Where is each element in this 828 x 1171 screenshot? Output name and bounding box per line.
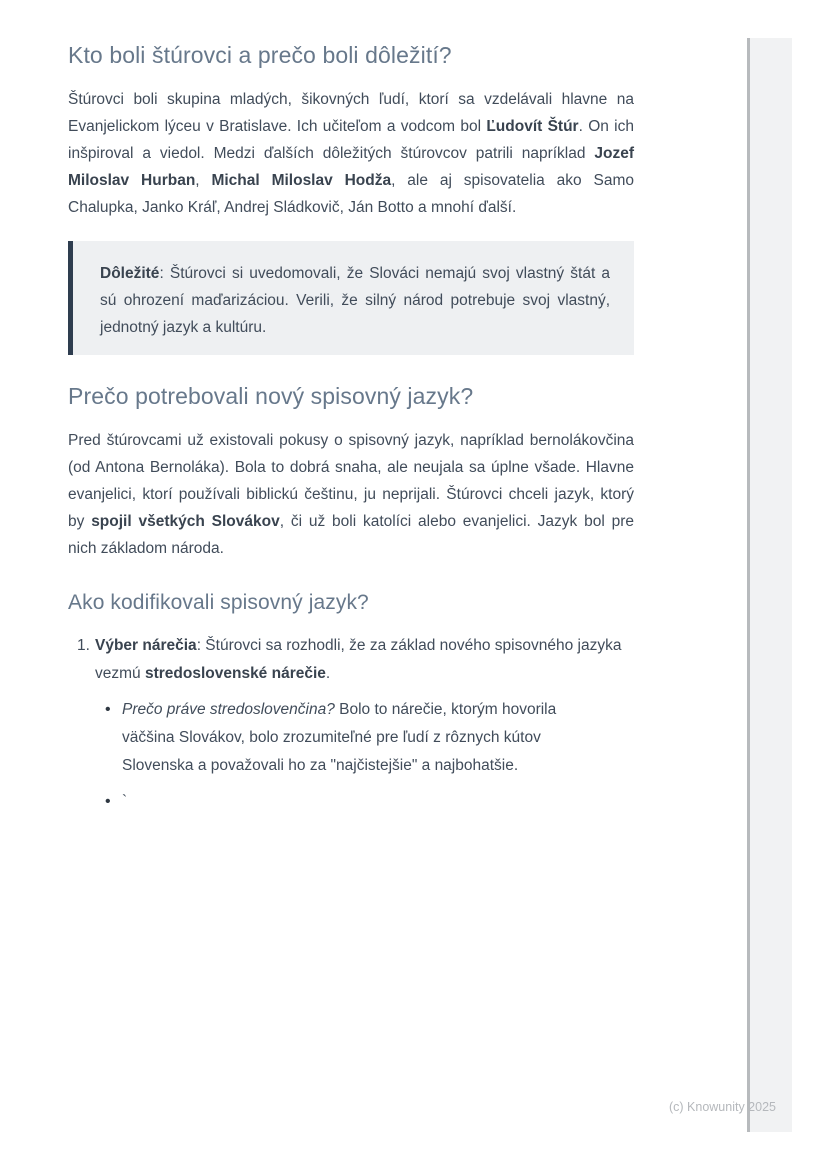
text-run: , [195, 172, 212, 189]
text-run: , ale aj spisovatelia ako Samo Chalupka, Janko Kráľ, Andrej Sládkovič, Ján Botto a mnohí ďalší. [68, 172, 634, 216]
section-heading-how-codified: Ako kodifikovali spisovný jazyk? [68, 591, 369, 614]
document-content [68, 0, 634, 824]
bullet-item-why-central-slovak [95, 696, 587, 780]
paragraph-language-need [68, 427, 634, 562]
text-run: : Štúrovci sa rozhodli, že za základ nového spisovného jazyka vezmú [95, 637, 622, 682]
text-run: . [325, 665, 331, 682]
copyright-footer: (c) Knowunity 2025 [668, 1100, 776, 1114]
bold-name-hodza: Michal Miloslav Hodža [211, 172, 392, 189]
callout-label: Dôležité [100, 265, 160, 282]
bullet-icon: • [105, 793, 111, 810]
text-run: , či už boli katolíci alebo evanjelici. Jazyk bol pre nich základom národa. [68, 513, 634, 557]
callout-important [68, 241, 634, 355]
text-run: . On ich inšpiroval a viedol. Medzi ďalších dôležitých štúrovcov patrili napríklad [68, 118, 634, 162]
bullet-text [122, 696, 587, 780]
paragraph-intro [68, 86, 634, 221]
list-item-dialect-choice [68, 632, 634, 824]
bold-central-slovak-dialect: stredoslovenské nárečie [144, 665, 326, 682]
bold-unite-slovaks: spojil všetkých Slovákov [91, 513, 280, 530]
list-number: 1. [77, 637, 90, 654]
bullet-text: ` [122, 793, 128, 810]
bold-dialect-choice: Výber nárečia [95, 637, 197, 654]
text-run: Pred štúrovcami už existovali pokusy o spisovný jazyk, napríklad bernolákovčina (od Antona Bernoláka). Bola to dobrá snaha, ale neujala sa úplne všade. Hlavne evanjelici, ktorí používali biblickú češtinu, ju neprijali. Štúrovci chceli jazyk, ktorý by [68, 432, 634, 530]
section-heading-why-new-language: Prečo potrebovali nový spisovný jazyk? [68, 383, 474, 409]
italic-question: Prečo práve stredoslovenčina? [122, 701, 335, 718]
text-run: : Štúrovci si uvedomovali, že Slováci nemajú svoj vlastný štát a sú ohrození maďarizáciou. Verili, že silný národ potrebuje svoj vlastný, jednotný jazyk a kultúru. [100, 265, 610, 336]
section-heading-who-were-sturovci: Kto boli štúrovci a prečo boli dôležití? [68, 42, 452, 68]
bullet-icon: • [105, 701, 111, 718]
bullet-item-empty [95, 788, 587, 816]
bold-name-hurban: Jozef Miloslav Hurban [68, 145, 634, 189]
list-item-text [95, 632, 634, 688]
list-item-body [95, 632, 634, 824]
bullet-list [95, 696, 634, 816]
page-edge-bar [747, 38, 792, 1132]
bold-name-ludovit-stur: Ľudovít Štúr [486, 118, 579, 135]
text-run: Štúrovci boli skupina mladých, šikovných ľudí, ktorí sa vzdelávali hlavne na Evanjelickom lýceu v Bratislave. Ich učiteľom a vodcom bol [68, 91, 634, 135]
numbered-list [68, 632, 634, 824]
callout-text [100, 260, 610, 341]
text-run: Bolo to nárečie, ktorým hovorila väčšina Slovákov, bolo zrozumiteľné pre ľudí z rôznych kútov Slovenska a považovali ho za "najčistejšie" a najbohatšie. [122, 701, 557, 774]
